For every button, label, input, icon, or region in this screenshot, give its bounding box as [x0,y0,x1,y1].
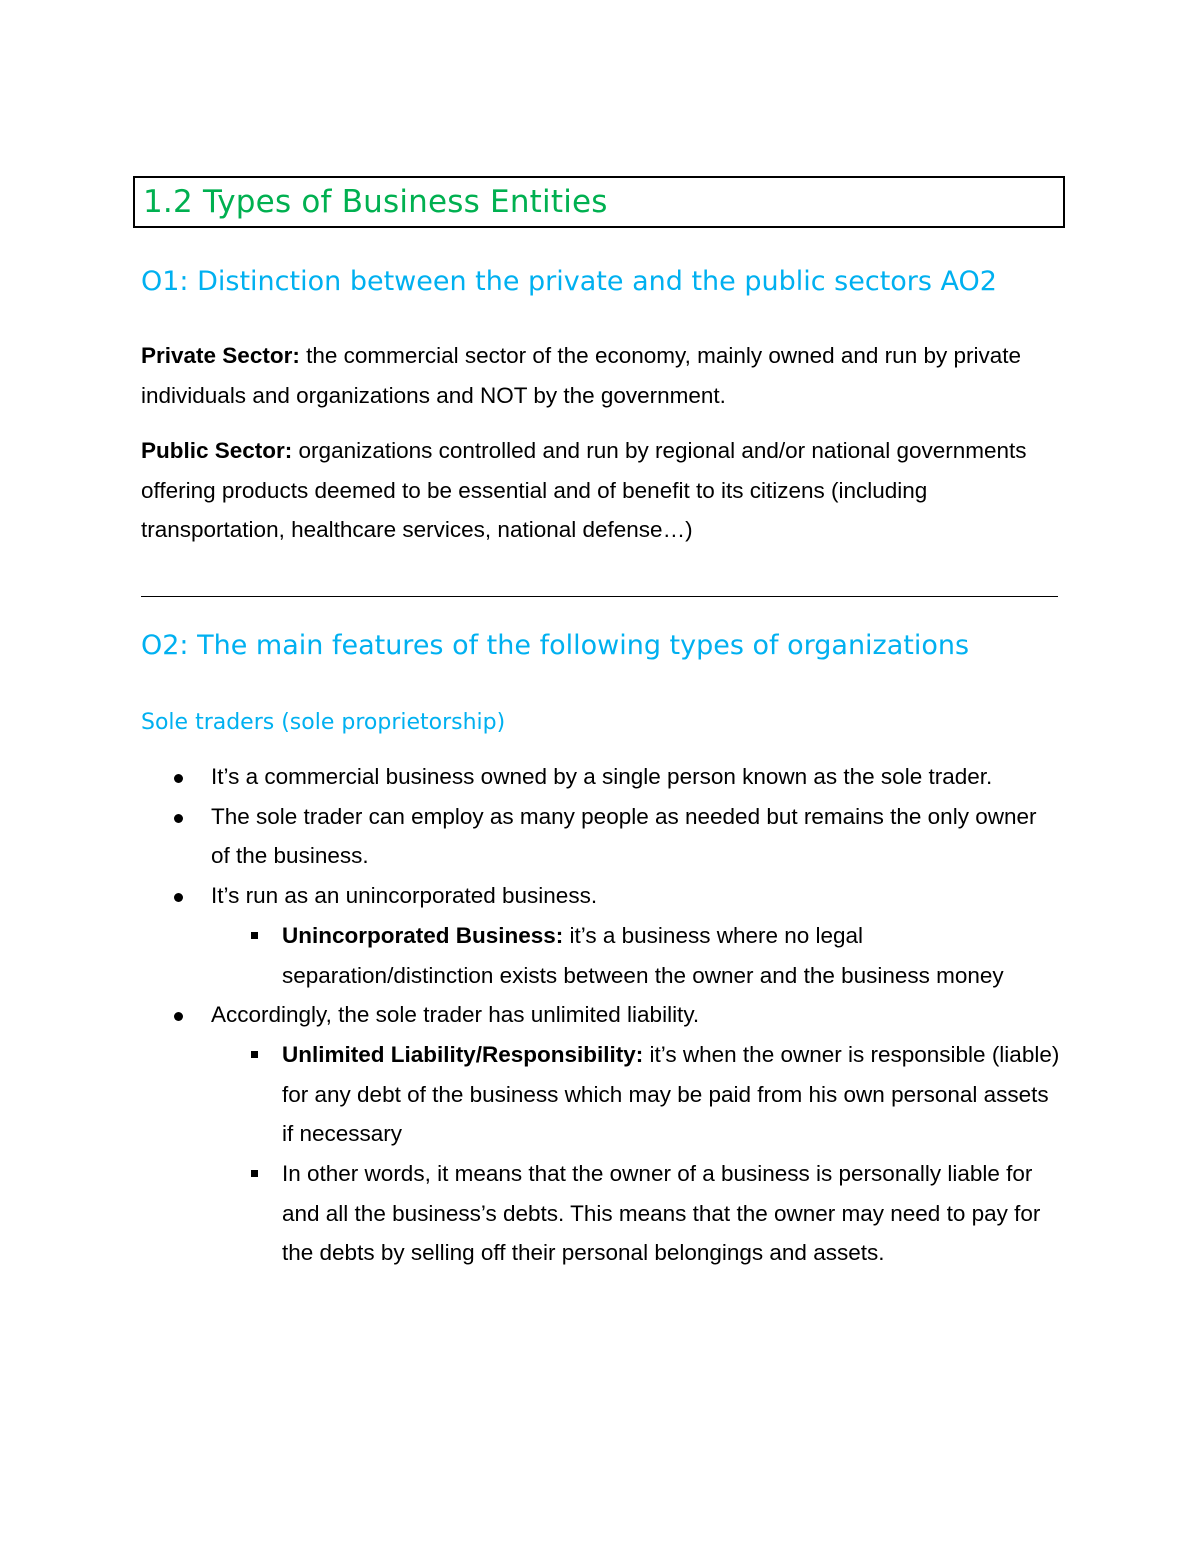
sub-list-item-text: In other words, it means that the owner of a business is personally liable for and all the business’s debts. This means that the owner may need to pay for the debts by selling off their personal belongings and assets. [282,1161,1041,1266]
sub-list-item-text [282,1035,1061,1154]
sole-trader-features-list [141,757,1061,1273]
list-item-text: It’s a commercial business owned by a single person known as the sole trader. [211,764,993,789]
sub-list [211,916,1061,995]
square-bullet-icon [251,1051,258,1058]
public-sector-paragraph [141,431,1071,550]
bullet-icon [174,814,183,823]
unlimited-liability-term: Unlimited Liability/Responsibility: [282,1041,644,1067]
sub-list-item-text [282,916,1061,995]
list-item [141,995,1061,1273]
sub-list [211,1035,1061,1273]
public-sector-term: Public Sector: [141,438,293,463]
bullet-icon [174,893,183,902]
objective-1-heading: O1: Distinction between the private and the public sectors AO2 [141,266,997,297]
square-bullet-icon [251,1170,258,1177]
list-item [141,797,1061,876]
private-sector-paragraph [141,336,1071,415]
list-item-text: It’s run as an unincorporated business. [211,883,598,909]
sole-traders-subheading: Sole traders (sole proprietorship) [141,710,506,735]
sub-list-item [211,916,1061,995]
list-item [141,757,1061,797]
sub-list-item [211,1035,1061,1154]
bullet-icon [174,774,183,783]
objective-2-heading: O2: The main features of the following types of organizations [141,630,970,661]
unincorporated-business-term: Unincorporated Business: [282,922,564,948]
sub-list-item [211,1154,1061,1273]
bullet-icon [174,1012,183,1021]
list-item-text: The sole trader can employ as many people as needed but remains the only owner of the business. [211,803,1037,869]
list-item [141,876,1061,995]
page-title: 1.2 Types of Business Entities [143,184,608,220]
list-item-text: Accordingly, the sole trader has unlimited liability. [211,1002,700,1028]
public-sector-definition: organizations controlled and run by regional and/or national governments offering products deemed to be essential and of benefit to its citizens (including transportation, healthcare services, national defense…) [141,438,1027,542]
unincorporated-business-definition: it’s a business where no legal separation/distinction exists between the owner and the business money [282,922,1004,988]
private-sector-term: Private Sector: [141,343,300,368]
horizontal-divider [141,596,1058,597]
square-bullet-icon [251,932,258,939]
unlimited-liability-definition: it’s when the owner is responsible (liable) for any debt of the business which may be paid from his own personal assets if necessary [282,1041,1060,1147]
private-sector-definition: the commercial sector of the economy, mainly owned and run by private individuals and organizations and NOT by the government. [141,343,1022,408]
title-box [133,176,1065,228]
